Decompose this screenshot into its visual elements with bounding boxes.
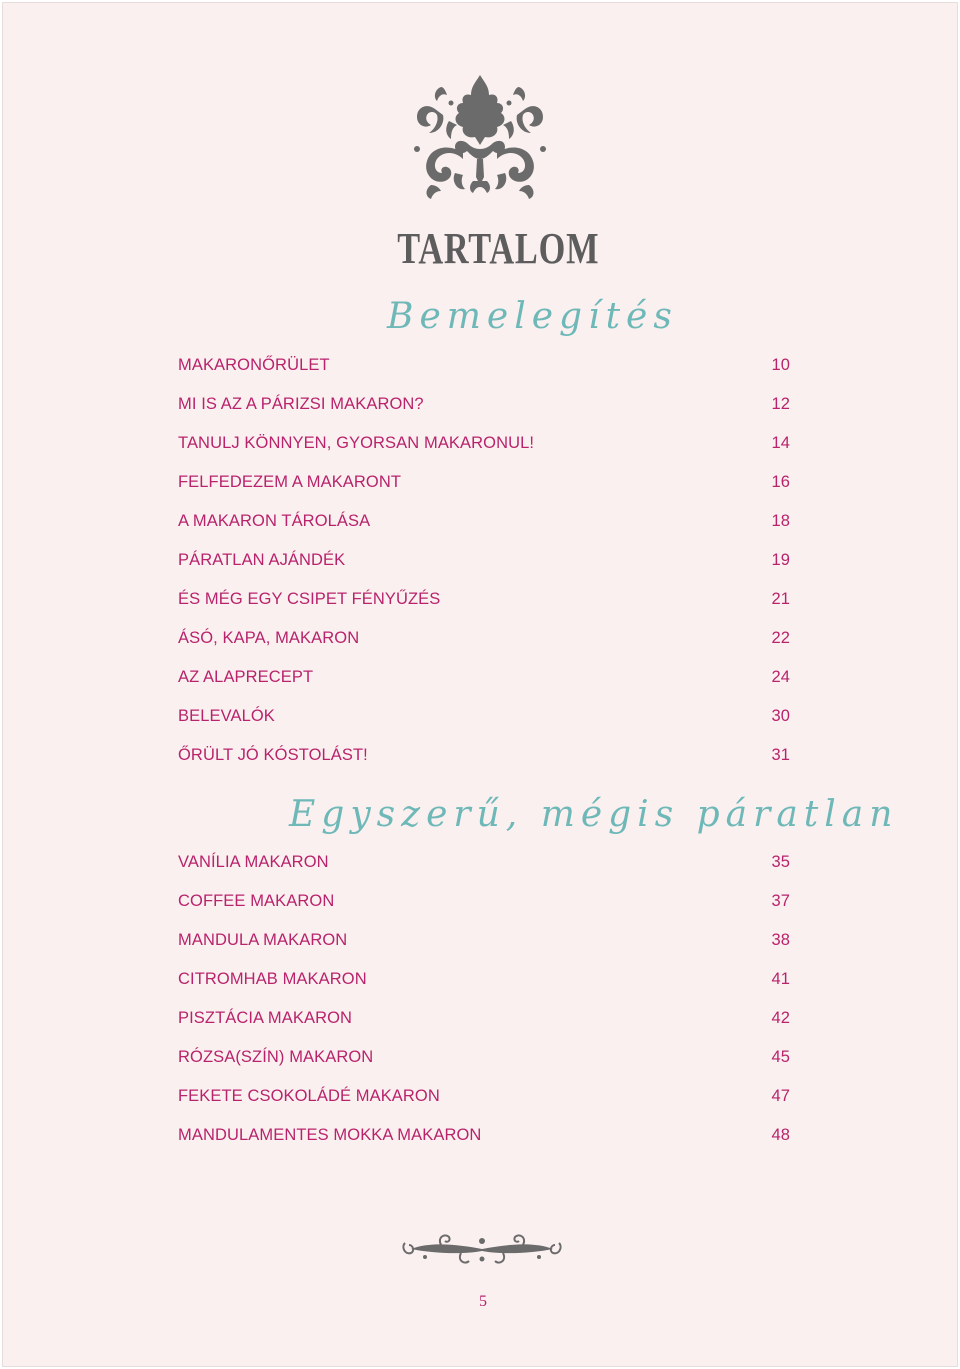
toc-entry-page: 22 xyxy=(771,628,790,647)
toc-entry[interactable] xyxy=(178,1084,790,1108)
toc-entry-page: 35 xyxy=(771,852,790,871)
toc-entry-page: 30 xyxy=(771,706,790,725)
document-page xyxy=(2,2,958,1367)
toc-entry-page: 41 xyxy=(771,969,790,988)
section-title-simple-yet-unique: Egyszerű, mégis páratlan xyxy=(289,794,899,835)
toc-entry-page: 10 xyxy=(771,355,790,374)
flourish-divider-icon xyxy=(401,1231,563,1267)
toc-entry-page: 42 xyxy=(771,1008,790,1027)
toc-entry-label: ÁSÓ, KAPA, MAKARON xyxy=(178,628,360,647)
toc-entry[interactable] xyxy=(178,1123,790,1147)
toc-entry[interactable] xyxy=(178,1045,790,1069)
toc-entry[interactable] xyxy=(178,587,790,611)
toc-entry[interactable] xyxy=(178,850,790,874)
toc-entry-page: 24 xyxy=(771,667,790,686)
toc-entry-label: MAKARONŐRÜLET xyxy=(178,355,330,374)
toc-entry-page: 48 xyxy=(771,1125,790,1144)
toc-entry-label: TANULJ KÖNNYEN, GYORSAN MAKARONUL! xyxy=(178,433,535,452)
toc-entry-label: COFFEE MAKARON xyxy=(178,891,335,910)
toc-entry[interactable] xyxy=(178,392,790,416)
toc-entry-page: 31 xyxy=(771,745,790,764)
toc-entry[interactable] xyxy=(178,743,790,767)
toc-entry-page: 14 xyxy=(771,433,790,452)
section-title-warmup: Bemelegítés xyxy=(387,296,678,337)
toc-entry[interactable] xyxy=(178,548,790,572)
toc-entry[interactable] xyxy=(178,431,790,455)
toc-entry-page: 37 xyxy=(771,891,790,910)
page-title: TARTALOM xyxy=(397,224,600,273)
toc-entry-page: 45 xyxy=(771,1047,790,1066)
toc-entry-page: 47 xyxy=(771,1086,790,1105)
toc-entry[interactable] xyxy=(178,665,790,689)
toc-entry-label: MANDULAMENTES MOKKA MAKARON xyxy=(178,1125,482,1144)
toc-entry[interactable] xyxy=(178,509,790,533)
toc-entry-label: ŐRÜLT JÓ KÓSTOLÁST! xyxy=(178,745,368,764)
toc-entry-label: RÓZSA(SZÍN) MAKARON xyxy=(178,1047,374,1066)
toc-entry[interactable] xyxy=(178,626,790,650)
toc-entry-label: PÁRATLAN AJÁNDÉK xyxy=(178,550,346,569)
toc-entry[interactable] xyxy=(178,889,790,913)
page-number: 5 xyxy=(479,1293,487,1310)
toc-entry-label: CITROMHAB MAKARON xyxy=(178,969,367,988)
toc-entry-label: FEKETE CSOKOLÁDÉ MAKARON xyxy=(178,1086,440,1105)
toc-entry[interactable] xyxy=(178,470,790,494)
toc-entry[interactable] xyxy=(178,967,790,991)
toc-entry-page: 18 xyxy=(771,511,790,530)
toc-entry-page: 38 xyxy=(771,930,790,949)
toc-entry[interactable] xyxy=(178,704,790,728)
toc-entry[interactable] xyxy=(178,1006,790,1030)
toc-entry-label: MANDULA MAKARON xyxy=(178,930,348,949)
damask-ornament-icon xyxy=(405,73,555,203)
toc-entry-label: PISZTÁCIA MAKARON xyxy=(178,1008,353,1027)
toc-entry-label: A MAKARON TÁROLÁSA xyxy=(178,511,371,530)
toc-entry-label: FELFEDEZEM A MAKARONT xyxy=(178,472,402,491)
toc-entry-page: 21 xyxy=(771,589,790,608)
toc-entry-label: ÉS MÉG EGY CSIPET FÉNYŰZÉS xyxy=(178,589,441,608)
toc-entry-label: MI IS AZ A PÁRIZSI MAKARON? xyxy=(178,394,424,413)
toc-entry-label: BELEVALÓK xyxy=(178,706,275,725)
toc-entry[interactable] xyxy=(178,353,790,377)
toc-entry-page: 19 xyxy=(771,550,790,569)
toc-entry-page: 12 xyxy=(771,394,790,413)
toc-entry-label: AZ ALAPRECEPT xyxy=(178,667,314,686)
toc-entry[interactable] xyxy=(178,928,790,952)
toc-entry-page: 16 xyxy=(771,472,790,491)
toc-entry-label: VANÍLIA MAKARON xyxy=(178,852,329,871)
